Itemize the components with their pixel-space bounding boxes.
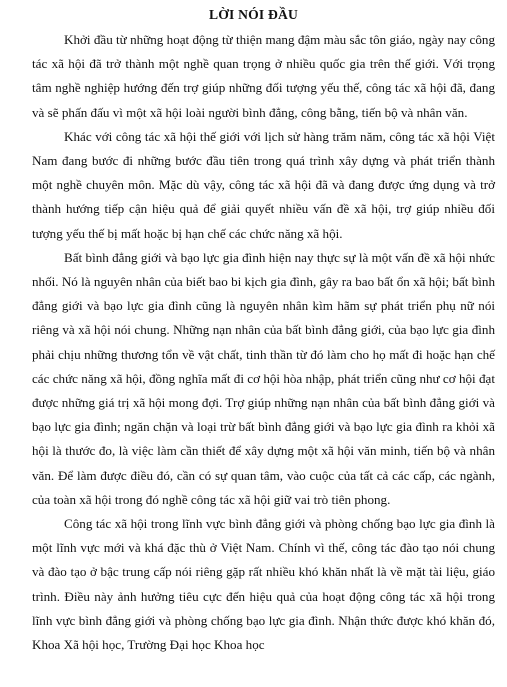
paragraph-4: Công tác xã hội trong lĩnh vực bình đẳng giới và phòng chống bạo lực gia đình là một lĩnh vực mới và khá đặc thù ở Việt Nam. Chính vì thế, công tác đào tạo nói chung và đào tạo ở bậc trung cấp nói riêng gặp rất nhiều khó khăn nhất là về mặt tài liệu, giáo trình. Điều này ảnh hưởng tiêu cực đến hiệu quả của hoạt động công tác xã hội trong lĩnh vực bình đẳng giới và phòng chống bạo lực gia đình. Nhận thức được khó khăn đó, Khoa Xã hội học, Trường Đại học Khoa học <box>32 516 495 653</box>
paragraph-1: Khởi đầu từ những hoạt động từ thiện mang đậm màu sắc tôn giáo, ngày nay công tác xã hội đã trở thành một nghề quan trọng ở nhiều quốc gia trên thế giới. Với trọng tâm nghề nghiệp hướng đến trợ giúp những đối tượng yếu thế, công tác xã hội đã, đang và sẽ phấn đấu vì một xã hội loài người bình đẳng, công bằng, tiến bộ và nhân văn. <box>32 32 495 120</box>
paragraph-2: Khác với công tác xã hội thế giới với lịch sử hàng trăm năm, công tác xã hội Việt Nam đang bước đi những bước đầu tiên trong quá trình xây dựng và phát triển thành một nghề chuyên môn. Mặc dù vậy, công tác xã hội đã và đang được ứng dụng và trở thành hướng tiếp cận hiệu quả để giải quyết nhiều vấn đề xã hội, trợ giúp nhiều đối tượng yếu thế bị mất hoặc bị hạn chế các chức năng xã hội. <box>32 128 495 241</box>
document-body <box>32 28 495 657</box>
paragraph-3: Bất bình đẳng giới và bạo lực gia đình hiện nay thực sự là một vấn đề xã hội nhức nhối. Nó là nguyên nhân của biết bao bi kịch gia đình, gây ra bao bất ổn xã hội; bất bình đẳng giới và bạo lực gia đình cũng là nguyên nhân kìm hãm sự phát triển phụ nữ nói riêng và xã hội nói chung. Những nạn nhân của bất bình đẳng giới, của bạo lực gia đình phải chịu những thương tổn về vật chất, tinh thần từ đó làm cho họ mất đi hoặc hạn chế các chức năng xã hội, đồng nghĩa mất đi cơ hội hòa nhập, phát triển cũng như cơ hội đạt được những giá trị xã hội mong đợi. Trợ giúp những nạn nhân của bất bình đẳng giới và bạo lực gia đình; ngăn chặn và loại trừ bất bình đẳng giới và bạo lực gia đình ra khỏi xã hội là thước đo, là việc làm cần thiết để xây dựng một xã hội văn minh, tiến bộ và nhân văn. Để làm được điều đó, cần có sự quan tâm, vào cuộc của tất cả các cấp, các ngành, của toàn xã hội trong đó nghề công tác xã hội giữ vai trò tiên phong. <box>32 249 495 507</box>
page-title: LỜI NÓI ĐẦU <box>208 7 299 22</box>
